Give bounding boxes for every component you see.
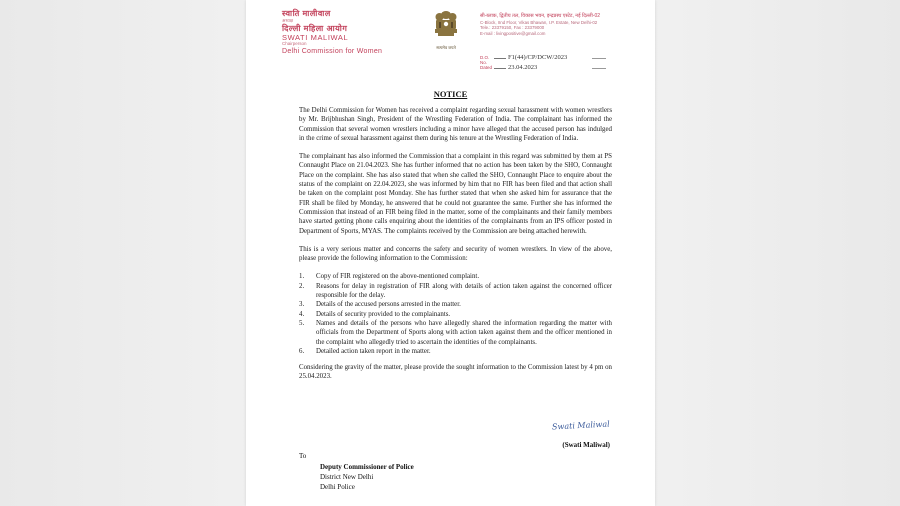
recipient-department: Delhi Police xyxy=(320,483,355,491)
list-item xyxy=(299,282,612,301)
list-text: Reasons for delay in registration of FIR along with details of action taken against the concerned officer responsible for the delay. xyxy=(316,282,612,300)
divider xyxy=(592,64,606,69)
letterhead-right xyxy=(480,13,620,37)
list-number: 2. xyxy=(299,282,305,290)
notice-document xyxy=(246,0,655,506)
address: C-Block, IInd Floor, Vikas Bhawan, I.P. Estate, New Delhi-02 xyxy=(480,19,598,25)
divider xyxy=(592,54,606,59)
reference-block xyxy=(480,54,610,74)
hindi-org: दिल्ली महिला आयोग xyxy=(282,23,348,33)
dated-label: Dated xyxy=(480,65,493,70)
state-emblem-icon xyxy=(433,8,459,48)
divider xyxy=(494,64,506,69)
recipient-district: District New Delhi xyxy=(320,473,374,481)
divider xyxy=(494,54,506,59)
list-number: 4. xyxy=(299,310,305,318)
list-item xyxy=(299,272,612,281)
dated-value: 23.04.2023 xyxy=(508,64,538,71)
do-number-label: D.O. No. xyxy=(480,55,490,65)
list-number: 6. xyxy=(299,347,305,355)
email: E-mail : livingpositive@gmail.com xyxy=(480,30,546,36)
paragraph: The complainant has also informed the Commission that a complaint in this regard was submitted by them at PS Connaught Place on 21.04.2023. She has further informed that no action has been taken by the SHO, Connaught Place on the complaint. She has also stated that when she called the SHO, Connaught Place to enquire about the status of the complaint on 22.04.2023, she was informed by him that no FIR has been filed and that action shall be taken on the complaint post Monday. She has further stated that when she asked him for assurance that the FIR shall be filed by Monday, he answered that he could not guarantee the same. Further she has informed the Commission that instead of an FIR being filed in the matter, some of the complainants and their family members have started getting phone calls enquiring about the identities of the complainants from an IPS officer posted in Department of Sports, MYAS. The complaints received by the Commission are being attached herewith. xyxy=(299,153,612,235)
organization-name: Delhi Commission for Women xyxy=(282,47,383,55)
list-item xyxy=(299,310,612,319)
recipient-address xyxy=(320,462,414,492)
information-list xyxy=(299,272,612,356)
hindi-name: स्वाति मालीवाल xyxy=(282,9,331,18)
list-item xyxy=(299,347,612,356)
list-text: Details of the accused persons arrested in the matter. xyxy=(316,301,461,309)
notice-body xyxy=(299,106,612,391)
list-text: Copy of FIR registered on the above-mentioned complaint. xyxy=(316,273,480,281)
list-item xyxy=(299,319,612,347)
paragraph: The Delhi Commission for Women has received a complaint regarding sexual harassment with women wrestlers by Mr. Brijbhushan Singh, President of the Wrestling Federation of India. The complainant has informed the Commission that several women wrestlers including a minor have alleged that the accused person has indulged in the crime of sexual harassment against them during his tenure at the Wrestling Federation of India. xyxy=(299,107,612,142)
closing-paragraph: Considering the gravity of the matter, please provide the sought information to the Commission latest by 4 pm on 25.04.2023. xyxy=(299,364,612,381)
list-number: 3. xyxy=(299,301,305,309)
signatory-name: (Swati Maliwal) xyxy=(562,441,610,449)
list-text: Detailed action taken report in the matter. xyxy=(316,347,431,355)
address-hindi: सी-ब्लाक, द्वितीय तल, विकास भवन, इन्द्रप्रस्थ एस्टेट, नई दिल्ली-02 xyxy=(480,13,601,19)
paragraph: This is a very serious matter and concerns the safety and security of women wrestlers. In view of the above, please provide the following information to the Commission: xyxy=(299,245,612,263)
recipient-title: Deputy Commissioner of Police xyxy=(320,463,414,471)
list-item xyxy=(299,300,612,309)
list-number: 5. xyxy=(299,319,305,327)
designation: Chairperson xyxy=(282,41,307,46)
to-label: To xyxy=(299,452,307,460)
letterhead-left xyxy=(282,10,382,55)
handwritten-signature: Swati Maliwal xyxy=(552,419,611,432)
list-text: Details of security provided to the complainants. xyxy=(316,310,451,318)
hindi-designation: अध्यक्ष xyxy=(282,18,293,23)
notice-title: NOTICE xyxy=(433,89,468,99)
chairperson-name: SWATI MALIWAL xyxy=(282,32,349,42)
list-number: 1. xyxy=(299,273,305,281)
list-text: Names and details of the persons who have allegedly shared the information regarding the matter with officials from the Department of Sports along with action taken against them and the officer mentioned in the complaint who allegedly tried to ascertain the identities of the complainants. xyxy=(316,319,612,346)
do-number: F1(44)/CP/DCW/2023 xyxy=(508,54,568,61)
phone-fax: Tele.: 23379150, Fax : 23379000 xyxy=(480,25,545,31)
emblem-caption: सत्यमेव जयते xyxy=(436,45,456,50)
